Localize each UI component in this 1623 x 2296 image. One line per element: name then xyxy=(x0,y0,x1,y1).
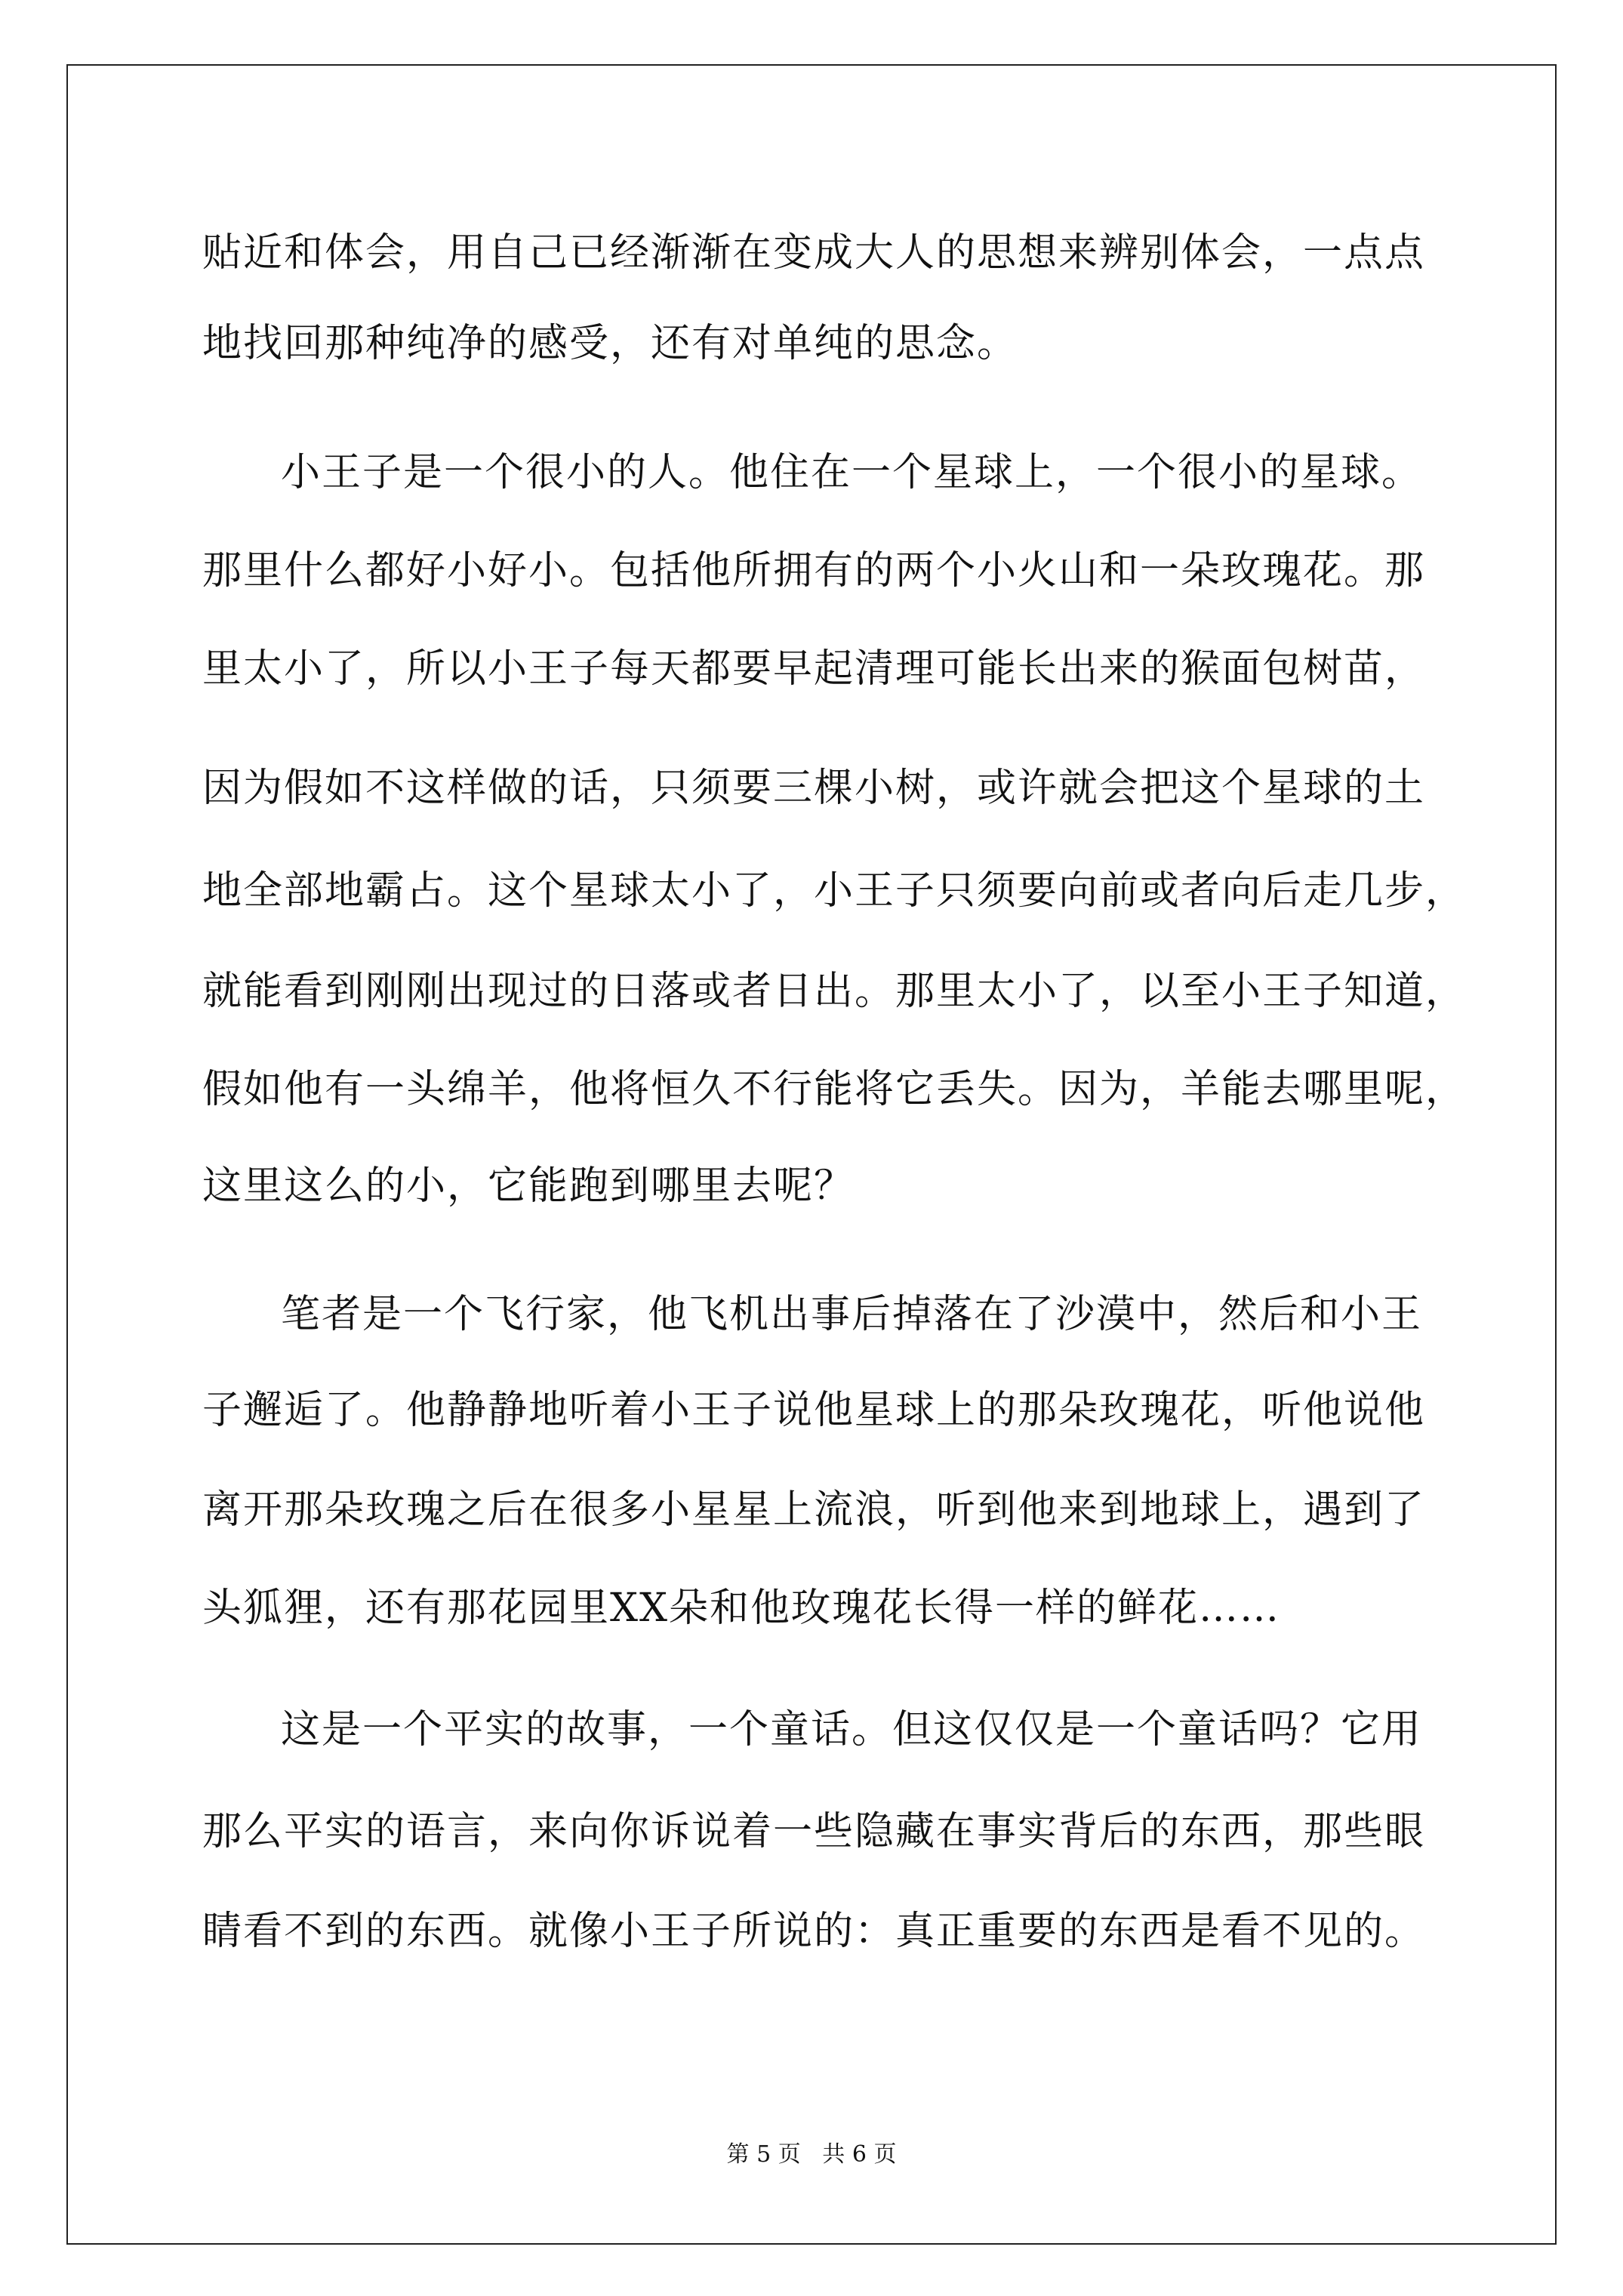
body-line: 因为假如不这样做的话，只须要三棵小树，或许就会把这个星球的土 xyxy=(202,766,1426,811)
body-line: 离开那朵玫瑰之后在很多小星星上流浪，听到他来到地球上，遇到了 xyxy=(202,1487,1426,1533)
body-line: 地找回那种纯净的感受，还有对单纯的思念。 xyxy=(202,321,1018,366)
body-line: 假如他有一头绵羊，他将恒久不行能将它丢失。因为，羊能去哪里呢， xyxy=(202,1067,1467,1112)
body-line: 那么平实的语言，来向你诉说着一些隐藏在事实背后的东西，那些眼 xyxy=(202,1809,1426,1854)
body-line: 里太小了，所以小王子每天都要早起清理可能长出来的猴面包树苗， xyxy=(202,646,1426,692)
body-line: 地全部地霸占。这个星球太小了，小王子只须要向前或者向后走几步， xyxy=(202,868,1467,914)
paragraph-first-line: 这是一个平实的故事，一个童话。但这仅仅是一个童话吗？它用 xyxy=(281,1707,1423,1752)
body-line: 那里什么都好小好小。包括他所拥有的两个小火山和一朵玫瑰花。那 xyxy=(202,548,1426,593)
paragraph-first-line: 小王子是一个很小的人。他住在一个星球上，一个很小的星球。 xyxy=(281,450,1423,495)
body-line: 睛看不到的东西。就像小王子所说的：真正重要的东西是看不见的。 xyxy=(202,1909,1426,1954)
body-line: 头狐狸，还有那花园里XX朵和他玫瑰花长得一样的鲜花…… xyxy=(202,1586,1281,1631)
body-line: 这里这么的小，它能跑到哪里去呢？ xyxy=(202,1163,855,1209)
body-line: 贴近和体会，用自己已经渐渐在变成大人的思想来辨别体会，一点点 xyxy=(202,230,1426,276)
body-line: 就能看到刚刚出现过的日落或者日出。那里太小了，以至小王子知道， xyxy=(202,969,1467,1014)
paragraph-first-line: 笔者是一个飞行家，他飞机出事后掉落在了沙漠中，然后和小王 xyxy=(281,1292,1423,1337)
body-line: 子邂逅了。他静静地听着小王子说他星球上的那朵玫瑰花，听他说他 xyxy=(202,1388,1426,1433)
page-number-footer: 第 5 页 共 6 页 xyxy=(726,2141,897,2168)
